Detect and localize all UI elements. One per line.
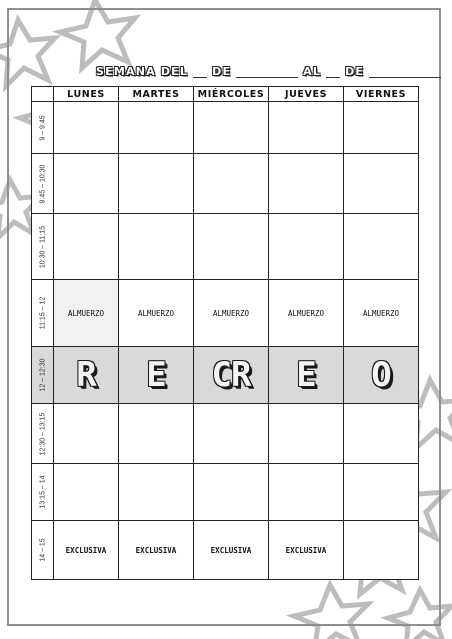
lunch-row [32,280,419,347]
schedule-cell[interactable] [54,214,119,280]
time-slot [32,347,54,404]
exclusiva-cell[interactable]: EXCLUSIVA [54,521,119,580]
exclusiva-cell[interactable]: EXCLUSIVA [119,521,194,580]
recreo-letter: R [54,347,119,404]
date-blank-1 [193,67,207,78]
schedule-cell[interactable] [344,404,419,464]
schedule-cell[interactable] [344,154,419,214]
recreo-letter: E [119,347,194,404]
time-slot [32,154,54,214]
lunch-cell[interactable]: ALMUERZO [54,280,119,347]
schedule-cell[interactable] [54,102,119,154]
schedule-row [32,214,419,280]
time-label: 14 – 15 [39,538,46,562]
schedule-cell[interactable] [194,464,269,521]
schedule-table [31,86,419,580]
time-slot [32,280,54,347]
schedule-cell[interactable] [119,102,194,154]
schedule-cell[interactable] [119,464,194,521]
time-slot [32,521,54,580]
recreo-letter: O [344,347,419,404]
time-label: 9 – 9:45 [39,114,46,141]
lunch-cell[interactable]: ALMUERZO [269,280,344,347]
day-header: MIÉRCOLES [194,87,269,102]
days-header-row [32,87,419,102]
month-blank-1 [236,67,298,78]
schedule-cell[interactable] [194,154,269,214]
recreo-row [32,347,419,404]
time-label: 9:45 – 10:30 [39,164,46,203]
lunch-cell[interactable]: ALMUERZO [119,280,194,347]
schedule-cell[interactable] [344,214,419,280]
schedule-cell[interactable] [119,214,194,280]
semana-del-label: SEMANA DEL [96,65,189,78]
time-slot [32,404,54,464]
day-header: LUNES [54,87,119,102]
schedule-cell[interactable] [344,102,419,154]
schedule-cell[interactable] [194,214,269,280]
day-header: JUEVES [269,87,344,102]
month-blank-2 [369,67,441,78]
schedule-cell[interactable] [269,214,344,280]
exclusiva-row [32,521,419,580]
schedule-row [32,154,419,214]
time-label: 11:15 – 12 [39,296,46,330]
schedule-cell[interactable] [194,404,269,464]
time-slot [32,102,54,154]
al-label: AL [303,65,322,78]
schedule-cell[interactable] [119,404,194,464]
day-header: VIERNES [344,87,419,102]
date-blank-2 [326,67,340,78]
schedule-cell[interactable] [54,404,119,464]
schedule-row [32,404,419,464]
week-header [96,62,443,78]
schedule-cell[interactable] [119,154,194,214]
recreo-letter: E [269,347,344,404]
schedule-cell[interactable] [269,464,344,521]
schedule-cell[interactable] [269,102,344,154]
schedule-cell[interactable] [194,102,269,154]
schedule-cell[interactable] [269,404,344,464]
schedule-cell[interactable] [54,154,119,214]
lunch-cell[interactable]: ALMUERZO [344,280,419,347]
schedule-row [32,102,419,154]
de-label-2: DE [345,65,365,78]
exclusiva-cell[interactable]: EXCLUSIVA [194,521,269,580]
corner-cell [32,87,54,102]
recreo-letter: CR [194,347,269,404]
day-header: MARTES [119,87,194,102]
time-label: 12:30 – 13:15 [39,412,46,455]
time-slot [32,214,54,280]
time-label: 12 – 12:30 [39,358,46,392]
exclusiva-cell[interactable]: EXCLUSIVA [269,521,344,580]
de-label: DE [212,65,232,78]
lunch-cell[interactable]: ALMUERZO [194,280,269,347]
schedule-row [32,464,419,521]
schedule-cell[interactable] [344,464,419,521]
exclusiva-cell[interactable] [344,521,419,580]
time-label: 13:15 – 14 [39,475,46,509]
schedule-cell[interactable] [54,464,119,521]
time-label: 10:30 – 11:15 [39,225,46,268]
schedule-cell[interactable] [269,154,344,214]
time-slot [32,464,54,521]
